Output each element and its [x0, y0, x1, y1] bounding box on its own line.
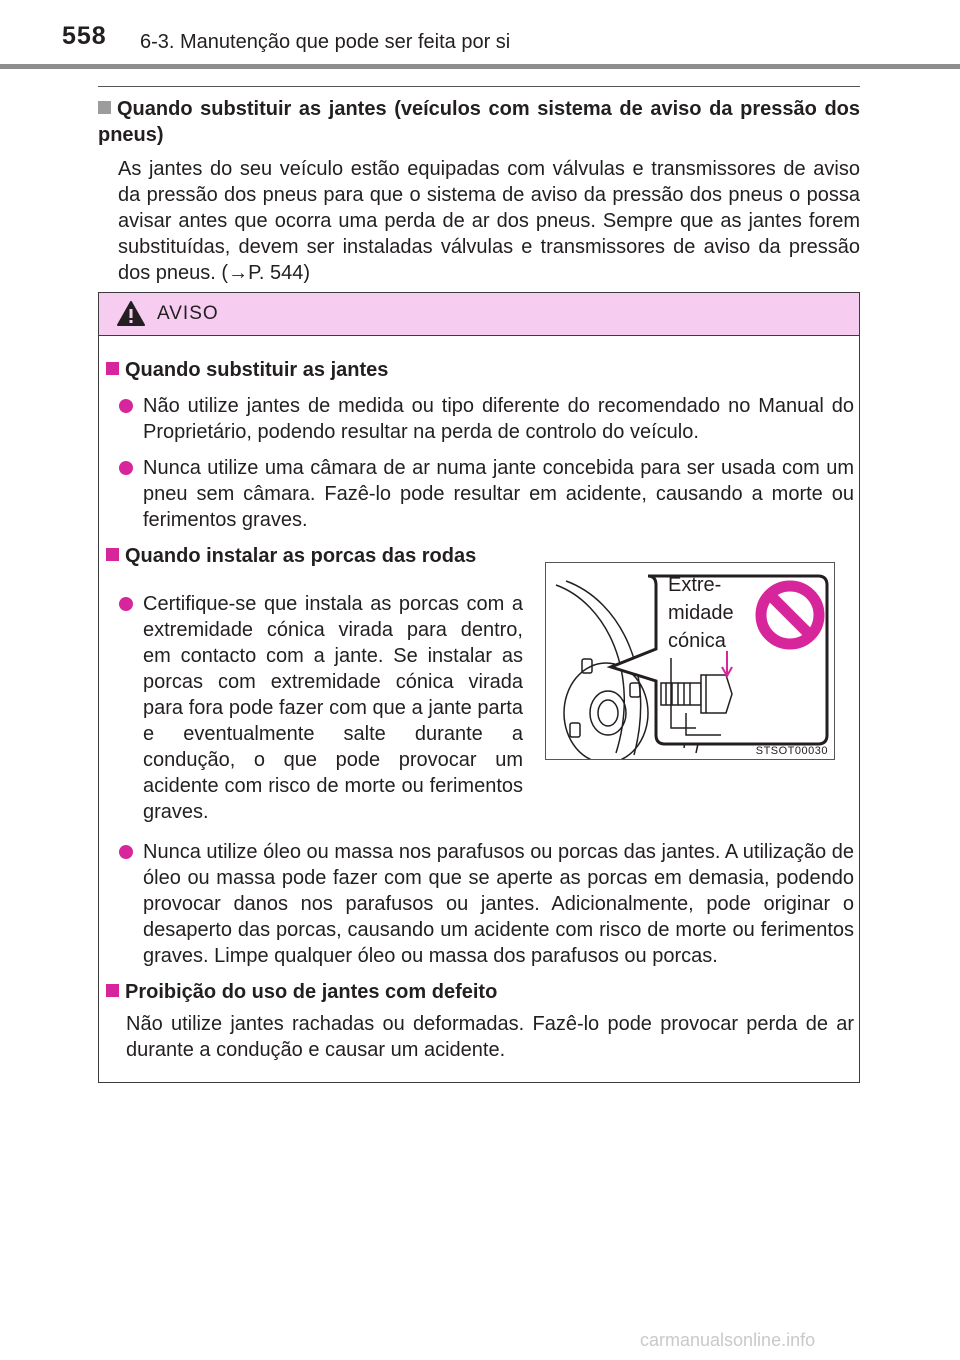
item-text: Nunca utilize uma câmara de ar numa jante concebida para ser usada com um pneu sem câmara. Fazê-lo pode resultar em acidente, causando a morte ou ferimentos graves. [143, 457, 854, 531]
warning-item [106, 591, 523, 825]
defective-wheels-body: Não utilize jantes rachadas ou deformadas. Fazê-lo pode provocar perda de ar durante a condução e causar um acidente. [126, 1013, 854, 1061]
wheel-nut-illustration [545, 562, 835, 760]
sub-heading-text: Proibição do uso de jantes com defeito [125, 981, 498, 1003]
header-rule [0, 64, 960, 69]
intro-heading: Quando substituir as jantes (veículos com sistema de aviso da pressão dos pneus) [98, 98, 860, 146]
warning-item [106, 455, 854, 533]
item-text: Nunca utilize óleo ou massa nos parafusos ou porcas das jantes. A utilização de óleo ou massa pode fazer com que se aperte as porcas em demasia, podendo provocar danos nos parafusos ou jantes. Adicionalmente, pode originar o desaperto das porcas, causando um acidente com risco de morte ou ferimentos graves. Limpe qualquer óleo ou massa dos parafusos ou porcas. [143, 841, 854, 967]
pink-square-bullet-icon [106, 548, 119, 561]
section-title: 6-3. Manutenção que pode ser feita por si [140, 31, 511, 53]
item-text: Não utilize jantes de medida ou tipo diferente do recomendado no Manual do Proprietário, podendo resultar na perda de controlo do veículo. [143, 395, 854, 443]
figure-label [668, 571, 734, 655]
figure-label-line: cónica [668, 630, 726, 652]
pink-dot-bullet-icon [119, 399, 133, 413]
pink-dot-bullet-icon [119, 845, 133, 859]
warning-item [106, 839, 854, 969]
warning-triangle-icon [117, 301, 145, 326]
intro-body: As jantes do seu veículo estão equipadas com válvulas e transmissores de aviso da pressão dos pneus para que o sistema de aviso da pressão dos pneus o possa avisar antes que ocorra uma perda de ar dos pneus. Sempre que as jantes forem substituídas, devem ser instaladas válvulas e transmissores de aviso da pressão dos pneus. (→P. 544) [118, 158, 860, 284]
sub-heading-text: Quando instalar as porcas das rodas [125, 545, 477, 567]
top-rule [98, 86, 860, 87]
pink-square-bullet-icon [106, 362, 119, 375]
pink-dot-bullet-icon [119, 597, 133, 611]
figure-label-line: midade [668, 602, 734, 624]
figure-label-line: Extre- [668, 574, 722, 596]
sub-heading-text: Quando substituir as jantes [125, 359, 389, 381]
footer-watermark: carmanualsonline.info [640, 1330, 816, 1350]
prohibited-icon [754, 579, 826, 651]
item-text: Certifique-se que instala as porcas com a extremidade cónica virada para dentro, em contacto com a jante. Se instalar as porcas com extremidade cónica virada para fora pode fazer com que a jante parta e eventualmente salte durante a condução, o que pode provocar um acidente com risco de morte ou ferimentos graves. [143, 593, 523, 823]
sub-heading-replace-wheels [106, 357, 854, 383]
intro-section [98, 96, 860, 286]
figure-code: STSOT00030 [755, 745, 828, 757]
warning-label: AVISO [157, 303, 219, 324]
pink-square-bullet-icon [106, 984, 119, 997]
page-number: 558 [62, 22, 107, 50]
sub-heading-defective-wheels [106, 979, 854, 1005]
pink-dot-bullet-icon [119, 461, 133, 475]
warning-header [99, 293, 859, 336]
gray-square-bullet-icon [98, 101, 111, 114]
warning-item [106, 393, 854, 445]
intro-heading-row [98, 96, 860, 148]
